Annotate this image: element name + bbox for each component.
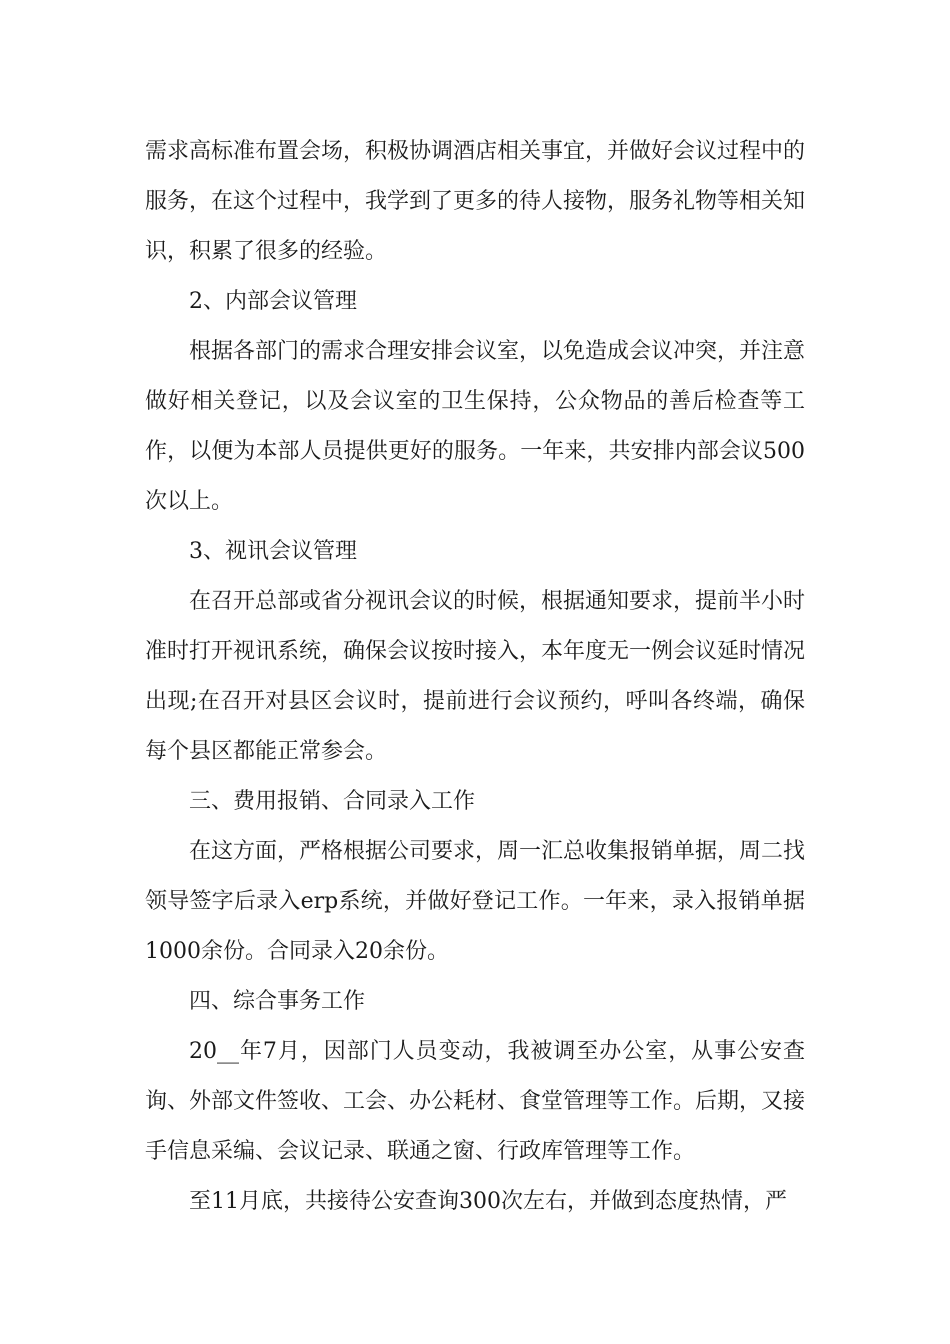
- paragraph-continuation: 需求高标准布置会场，积极协调酒店相关事宜，并做好会议过程中的服务，在这个过程中，我学到了更多的待人接物，服务礼物等相关知识，积累了很多的经验。: [145, 139, 806, 264]
- heading-video-meeting: 3、视讯会议管理: [189, 539, 357, 564]
- paragraph-internal-meeting: 根据各部门的需求合理安排会议室，以免造成会议冲突，并注意做好相关登记，以及会议室的卫生保持，公众物品的善后检查等工作，以便为本部人员提供更好的服务。一年来，共安排内部会议500次以上。: [145, 339, 806, 514]
- paragraph-expense-contract: 在这方面，严格根据公司要求，周一汇总收集报销单据，周二找领导签字后录入erp系统，并做好登记工作。一年来，录入报销单据1000余份。合同录入20余份。: [145, 839, 806, 964]
- paragraph-police-inquiry: 至11月底，共接待公安查询300次左右，并做到态度热情，严: [189, 1189, 787, 1214]
- heading-internal-meeting: 2、内部会议管理: [189, 289, 357, 314]
- document-page: [145, 127, 805, 1227]
- paragraph-video-meeting: 在召开总部或省分视讯会议的时候，根据通知要求，提前半小时准时打开视讯系统，确保会议按时接入，本年度无一例会议延时情况出现;在召开对县区会议时，提前进行会议预约，呼叫各终端，确保每个县区都能正常参会。: [145, 589, 806, 764]
- heading-general-affairs: 四、综合事务工作: [189, 989, 366, 1014]
- heading-expense-contract: 三、费用报销、合同录入工作: [189, 789, 476, 814]
- paragraph-general-affairs: 20__年7月，因部门人员变动，我被调至办公室，从事公安查询、外部文件签收、工会、办公耗材、食堂管理等工作。后期，又接手信息采编、会议记录、联通之窗、行政库管理等工作。: [145, 1039, 806, 1164]
